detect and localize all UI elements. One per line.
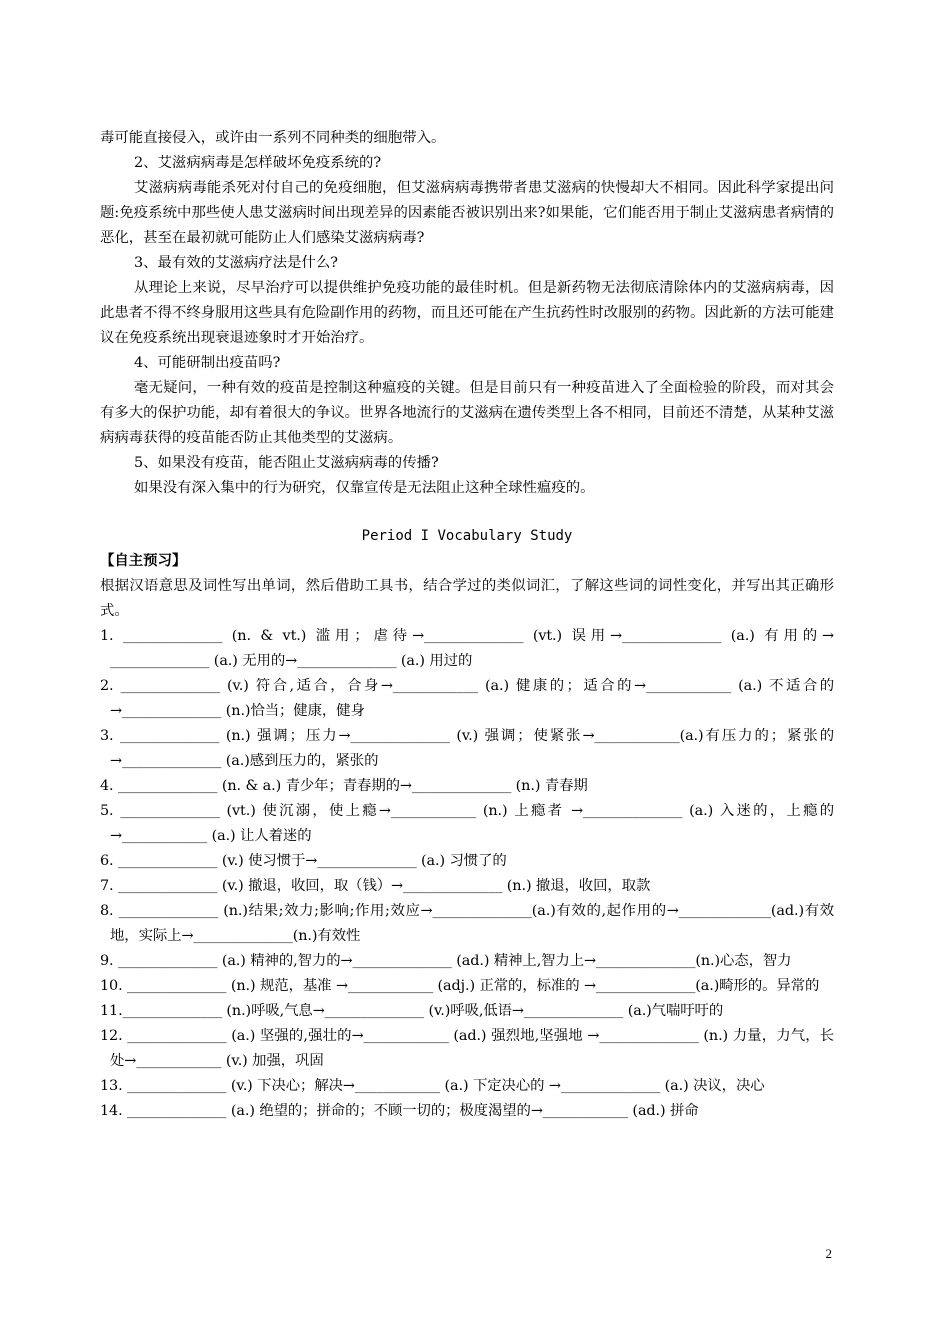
vocab-item: 5. ______________ (vt.) 使沉溺，使上瘾→____________ (n.) 上瘾者 →______________ (a.) 入迷的，上瘾的→____________ (a.) 让人着迷的 <box>100 803 834 844</box>
vocab-item: 7. ______________ (v.) 撤退，收回，取（钱）→______________ (n.) 撤退，收回，取款 <box>100 878 651 894</box>
section-title: Period I Vocabulary Study <box>361 528 573 544</box>
vocab-item: 6. ______________ (v.) 使习惯于→______________ (a.) 习惯了的 <box>100 853 507 869</box>
vocab-item: 10. ______________ (n.) 规范，基准 →____________ (adj.) 正常的，标准的 →______________(a.)畸形的。异常的 <box>100 978 820 994</box>
passage-paragraph: 如果没有深入集中的行为研究，仅靠宣传是无法阻止这种全球性瘟疫的。 <box>134 480 595 496</box>
passage-paragraph: 4、可能研制出疫苗吗? <box>134 355 281 371</box>
passage-paragraph: 3、最有效的艾滋病疗法是什么? <box>134 255 338 271</box>
passage <box>100 126 834 501</box>
vocab-item: 13. ______________ (v.) 下决心；解决→____________ (a.) 下定决心的 →______________ (a.) 决议，决心 <box>100 1078 765 1094</box>
page-number: 2 <box>825 1246 832 1261</box>
vocab-item: 4. ______________ (n. & a.) 青少年；青春期的→______________ (n.) 青春期 <box>100 778 588 794</box>
vocab-item: 14. ______________ (a.) 绝望的；拼命的；不顾一切的；极度渴望的→____________ (ad.) 拼命 <box>100 1103 699 1119</box>
section-heading: 【自主预习】 <box>100 553 187 569</box>
page-content <box>100 126 834 1124</box>
vocab-item: 11.______________ (n.)呼吸,气息→______________ (v.)呼吸,低语→______________ (a.)气喘吁吁的 <box>100 1003 724 1019</box>
vocab-item: 12. ______________ (a.) 坚强的,强壮的→____________ (ad.) 强烈地,坚强地 →______________ (n.) 力量，力气，长处→____________ (v.) 加强，巩固 <box>100 1028 834 1069</box>
passage-paragraph: 从理论上来说，尽早治疗可以提供维护免疫功能的最佳时机。但是新药物无法彻底清除体内的艾滋病病毒，因此患者不得不终身服用这些具有危险副作用的药物，而且还可能在产生抗药性时改服别的药物。因此新的方法可能建议在免疫系统出现衰退迹象时才开始治疗。 <box>100 280 834 346</box>
instructions: 根据汉语意思及词性写出单词，然后借助工具书，结合学过的类似词汇，了解这些词的词性变化，并写出其正确形式。 <box>100 578 834 619</box>
passage-paragraph: 艾滋病病毒能杀死对付自己的免疫细胞，但艾滋病病毒携带者患艾滋病的快慢却大不相同。因此科学家提出问题:免疫系统中那些使人患艾滋病时间出现差异的因素能否被识别出来?如果能，它们能否用于制止艾滋病患者病情的恶化，甚至在最初就可能防止人们感染艾滋病病毒? <box>100 180 834 246</box>
vocab-list <box>100 624 834 1124</box>
passage-paragraph: 毒可能直接侵入，或许由一系列不同种类的细胞带入。 <box>100 130 446 146</box>
passage-paragraph: 2、艾滋病病毒是怎样破坏免疫系统的? <box>134 155 382 171</box>
vocab-item: 3. ______________ (n.) 强调；压力→______________ (v.) 强调；使紧张→____________(a.)有压力的；紧张的→______________ (a.)感到压力的，紧张的 <box>100 728 834 769</box>
vocab-item: 2. ______________ (v.) 符合,适合，合身→____________ (a.) 健康的；适合的→____________ (a.) 不适合的 →______________ (n.)恰当；健康，健身 <box>100 678 834 719</box>
vocab-item: 1. ______________ (n. & vt.) 滥用；虐待→______________ (vt.) 误用→______________ (a.) 有用的→ ______________ (a.) 无用的→______________ (a.) 用过的 <box>100 628 834 669</box>
vocab-item: 8. ______________ (n.)结果;效力;影响;作用;效应→______________(a.)有效的,起作用的→_____________(ad.)有效地，实际上→______________(n.)有效性 <box>100 903 834 944</box>
passage-paragraph: 毫无疑问，一种有效的疫苗是控制这种瘟疫的关键。但是目前只有一种疫苗进入了全面检验的阶段，而对其会有多大的保护功能，却有着很大的争议。世界各地流行的艾滋病在遗传类型上各不相同，目前还不清楚，从某种艾滋病病毒获得的疫苗能否防止其他类型的艾滋病。 <box>100 380 834 446</box>
vocab-item: 9. ______________ (a.) 精神的,智力的→______________ (ad.) 精神上,智力上→______________(n.)心态，智力 <box>100 953 792 969</box>
passage-paragraph: 5、如果没有疫苗，能否阻止艾滋病病毒的传播? <box>134 455 439 471</box>
